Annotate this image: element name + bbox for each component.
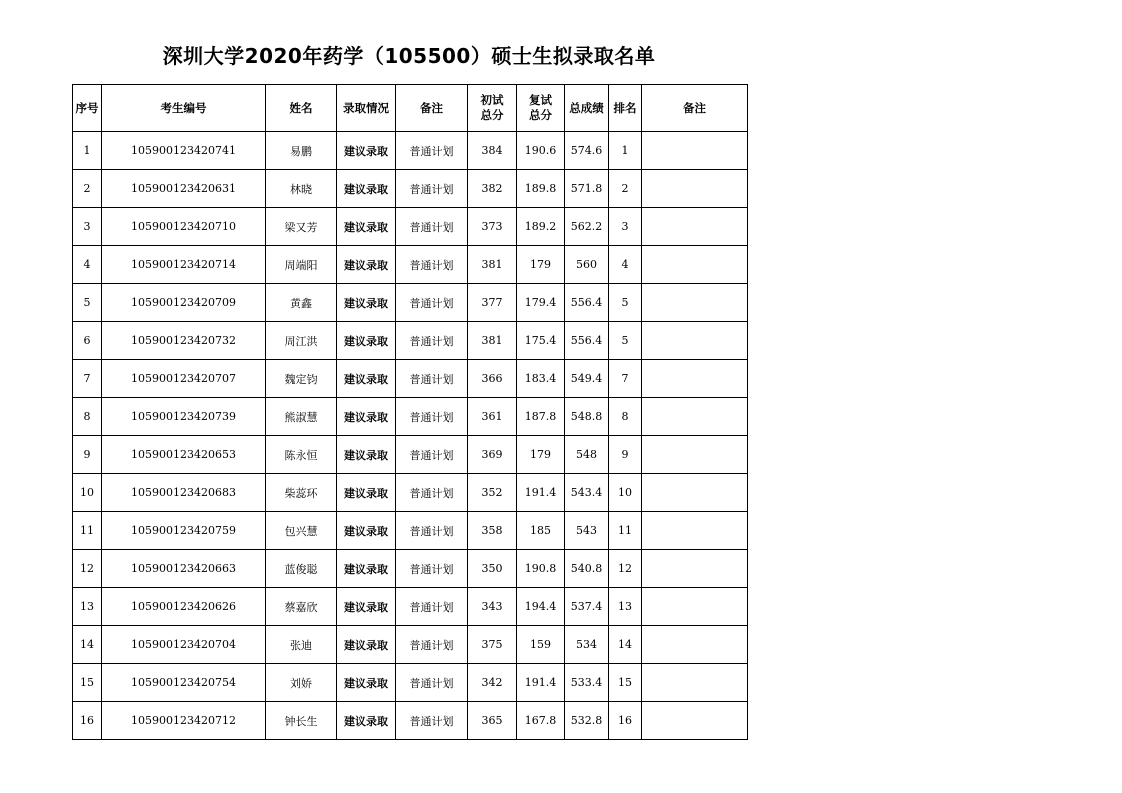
cell-seq: 13: [73, 588, 102, 626]
cell-seq: 14: [73, 626, 102, 664]
cell-name: 林晓: [266, 170, 337, 208]
cell-rank: 15: [609, 664, 642, 702]
cell-seq: 7: [73, 360, 102, 398]
cell-status: 建议录取: [337, 322, 396, 360]
cell-seq: 5: [73, 284, 102, 322]
cell-remark: 普通计划: [396, 170, 468, 208]
cell-retest-score: 159: [517, 626, 565, 664]
header-initial-line1: 初试: [480, 93, 504, 107]
page-title: 深圳大学2020年药学（105500）硕士生拟录取名单: [162, 44, 656, 68]
cell-total: 560: [565, 246, 609, 284]
table-row: [73, 246, 748, 284]
cell-remark2: [642, 208, 748, 246]
cell-remark2: [642, 664, 748, 702]
cell-name: 刘娇: [266, 664, 337, 702]
table-row: [73, 474, 748, 512]
header-seq: 序号: [73, 85, 102, 132]
cell-seq: 3: [73, 208, 102, 246]
admission-table: [72, 84, 748, 740]
cell-exam-id: 105900123420626: [102, 588, 266, 626]
table-row: [73, 170, 748, 208]
cell-rank: 4: [609, 246, 642, 284]
cell-name: 包兴慧: [266, 512, 337, 550]
header-total: 总成绩: [565, 85, 609, 132]
cell-remark2: [642, 322, 748, 360]
cell-name: 陈永恒: [266, 436, 337, 474]
cell-exam-id: 105900123420653: [102, 436, 266, 474]
cell-status: 建议录取: [337, 170, 396, 208]
cell-name: 张迪: [266, 626, 337, 664]
cell-exam-id: 105900123420631: [102, 170, 266, 208]
cell-remark: 普通计划: [396, 626, 468, 664]
cell-retest-score: 167.8: [517, 702, 565, 740]
cell-initial-score: 381: [468, 246, 517, 284]
cell-name: 蔡嘉欣: [266, 588, 337, 626]
cell-remark: 普通计划: [396, 550, 468, 588]
cell-status: 建议录取: [337, 626, 396, 664]
cell-total: 548.8: [565, 398, 609, 436]
cell-retest-score: 179.4: [517, 284, 565, 322]
header-remark: 备注: [396, 85, 468, 132]
cell-exam-id: 105900123420710: [102, 208, 266, 246]
table-row: [73, 284, 748, 322]
cell-name: 蓝俊聪: [266, 550, 337, 588]
cell-name: 黄鑫: [266, 284, 337, 322]
cell-remark2: [642, 284, 748, 322]
cell-remark2: [642, 170, 748, 208]
cell-remark2: [642, 588, 748, 626]
cell-remark: 普通计划: [396, 588, 468, 626]
cell-status: 建议录取: [337, 588, 396, 626]
header-retest-line1: 复试: [529, 93, 552, 107]
cell-remark: 普通计划: [396, 512, 468, 550]
cell-retest-score: 191.4: [517, 474, 565, 512]
cell-rank: 2: [609, 170, 642, 208]
cell-remark: 普通计划: [396, 474, 468, 512]
cell-total: 543.4: [565, 474, 609, 512]
cell-remark2: [642, 474, 748, 512]
cell-remark2: [642, 550, 748, 588]
cell-rank: 7: [609, 360, 642, 398]
table-row: [73, 702, 748, 740]
cell-retest-score: 191.4: [517, 664, 565, 702]
cell-rank: 9: [609, 436, 642, 474]
cell-remark2: [642, 398, 748, 436]
cell-retest-score: 175.4: [517, 322, 565, 360]
header-rank: 排名: [609, 85, 642, 132]
cell-remark: 普通计划: [396, 322, 468, 360]
cell-initial-score: 343: [468, 588, 517, 626]
header-initial-line2: 总分: [480, 108, 504, 122]
table-row: [73, 550, 748, 588]
cell-remark: 普通计划: [396, 360, 468, 398]
cell-initial-score: 369: [468, 436, 517, 474]
cell-rank: 3: [609, 208, 642, 246]
table-row: [73, 664, 748, 702]
cell-rank: 1: [609, 132, 642, 170]
cell-retest-score: 190.8: [517, 550, 565, 588]
cell-rank: 13: [609, 588, 642, 626]
cell-total: 534: [565, 626, 609, 664]
cell-initial-score: 350: [468, 550, 517, 588]
table-row: [73, 132, 748, 170]
cell-initial-score: 365: [468, 702, 517, 740]
cell-retest-score: 194.4: [517, 588, 565, 626]
cell-name: 钟长生: [266, 702, 337, 740]
cell-status: 建议录取: [337, 702, 396, 740]
header-status: 录取情况: [337, 85, 396, 132]
cell-remark2: [642, 512, 748, 550]
table-row: [73, 626, 748, 664]
cell-status: 建议录取: [337, 550, 396, 588]
cell-status: 建议录取: [337, 398, 396, 436]
cell-status: 建议录取: [337, 664, 396, 702]
cell-name: 魏定钧: [266, 360, 337, 398]
cell-name: 梁又芳: [266, 208, 337, 246]
cell-seq: 4: [73, 246, 102, 284]
cell-total: 532.8: [565, 702, 609, 740]
cell-seq: 16: [73, 702, 102, 740]
cell-status: 建议录取: [337, 284, 396, 322]
cell-total: 562.2: [565, 208, 609, 246]
cell-name: 熊淑慧: [266, 398, 337, 436]
cell-seq: 6: [73, 322, 102, 360]
cell-exam-id: 105900123420714: [102, 246, 266, 284]
cell-initial-score: 381: [468, 322, 517, 360]
cell-status: 建议录取: [337, 360, 396, 398]
cell-initial-score: 352: [468, 474, 517, 512]
cell-remark2: [642, 626, 748, 664]
cell-seq: 11: [73, 512, 102, 550]
cell-retest-score: 179: [517, 436, 565, 474]
cell-total: 548: [565, 436, 609, 474]
table-header-row: [73, 85, 748, 132]
cell-exam-id: 105900123420741: [102, 132, 266, 170]
cell-rank: 10: [609, 474, 642, 512]
cell-remark: 普通计划: [396, 702, 468, 740]
cell-remark2: [642, 360, 748, 398]
cell-exam-id: 105900123420683: [102, 474, 266, 512]
cell-rank: 12: [609, 550, 642, 588]
cell-exam-id: 105900123420707: [102, 360, 266, 398]
cell-rank: 8: [609, 398, 642, 436]
cell-retest-score: 185: [517, 512, 565, 550]
cell-exam-id: 105900123420663: [102, 550, 266, 588]
cell-status: 建议录取: [337, 474, 396, 512]
cell-remark: 普通计划: [396, 664, 468, 702]
table-row: [73, 588, 748, 626]
cell-remark: 普通计划: [396, 132, 468, 170]
cell-seq: 2: [73, 170, 102, 208]
table-row: [73, 360, 748, 398]
cell-seq: 9: [73, 436, 102, 474]
cell-remark: 普通计划: [396, 436, 468, 474]
cell-initial-score: 361: [468, 398, 517, 436]
cell-rank: 16: [609, 702, 642, 740]
header-exam-id: 考生编号: [102, 85, 266, 132]
cell-total: 540.8: [565, 550, 609, 588]
cell-initial-score: 384: [468, 132, 517, 170]
cell-seq: 1: [73, 132, 102, 170]
cell-remark2: [642, 702, 748, 740]
table-row: [73, 322, 748, 360]
cell-exam-id: 105900123420754: [102, 664, 266, 702]
header-name: 姓名: [266, 85, 337, 132]
table-body: [73, 132, 748, 740]
cell-total: 556.4: [565, 322, 609, 360]
cell-retest-score: 189.8: [517, 170, 565, 208]
cell-initial-score: 382: [468, 170, 517, 208]
cell-total: 556.4: [565, 284, 609, 322]
cell-retest-score: 187.8: [517, 398, 565, 436]
cell-initial-score: 375: [468, 626, 517, 664]
cell-seq: 10: [73, 474, 102, 512]
table-row: [73, 436, 748, 474]
header-remark2: 备注: [642, 85, 748, 132]
cell-initial-score: 377: [468, 284, 517, 322]
cell-seq: 12: [73, 550, 102, 588]
cell-exam-id: 105900123420709: [102, 284, 266, 322]
cell-initial-score: 373: [468, 208, 517, 246]
header-initial-score: [468, 85, 517, 132]
cell-remark: 普通计划: [396, 246, 468, 284]
cell-remark: 普通计划: [396, 208, 468, 246]
cell-status: 建议录取: [337, 246, 396, 284]
header-retest-score: [517, 85, 565, 132]
header-retest-line2: 总分: [529, 108, 552, 122]
cell-total: 543: [565, 512, 609, 550]
cell-retest-score: 179: [517, 246, 565, 284]
cell-seq: 15: [73, 664, 102, 702]
cell-remark: 普通计划: [396, 284, 468, 322]
cell-name: 易鹏: [266, 132, 337, 170]
cell-rank: 5: [609, 284, 642, 322]
cell-exam-id: 105900123420739: [102, 398, 266, 436]
cell-exam-id: 105900123420732: [102, 322, 266, 360]
cell-total: 549.4: [565, 360, 609, 398]
table-row: [73, 398, 748, 436]
cell-name: 柴蕊环: [266, 474, 337, 512]
cell-rank: 5: [609, 322, 642, 360]
cell-seq: 8: [73, 398, 102, 436]
cell-remark2: [642, 132, 748, 170]
cell-exam-id: 105900123420704: [102, 626, 266, 664]
cell-total: 571.8: [565, 170, 609, 208]
cell-remark: 普通计划: [396, 398, 468, 436]
cell-total: 574.6: [565, 132, 609, 170]
cell-status: 建议录取: [337, 436, 396, 474]
cell-retest-score: 189.2: [517, 208, 565, 246]
table-row: [73, 208, 748, 246]
cell-name: 周端阳: [266, 246, 337, 284]
cell-rank: 14: [609, 626, 642, 664]
cell-total: 533.4: [565, 664, 609, 702]
cell-retest-score: 190.6: [517, 132, 565, 170]
cell-retest-score: 183.4: [517, 360, 565, 398]
cell-status: 建议录取: [337, 132, 396, 170]
cell-exam-id: 105900123420759: [102, 512, 266, 550]
cell-status: 建议录取: [337, 208, 396, 246]
cell-remark2: [642, 246, 748, 284]
cell-rank: 11: [609, 512, 642, 550]
cell-initial-score: 342: [468, 664, 517, 702]
cell-status: 建议录取: [337, 512, 396, 550]
table-row: [73, 512, 748, 550]
cell-initial-score: 358: [468, 512, 517, 550]
cell-initial-score: 366: [468, 360, 517, 398]
cell-total: 537.4: [565, 588, 609, 626]
cell-name: 周江洪: [266, 322, 337, 360]
cell-remark2: [642, 436, 748, 474]
cell-exam-id: 105900123420712: [102, 702, 266, 740]
